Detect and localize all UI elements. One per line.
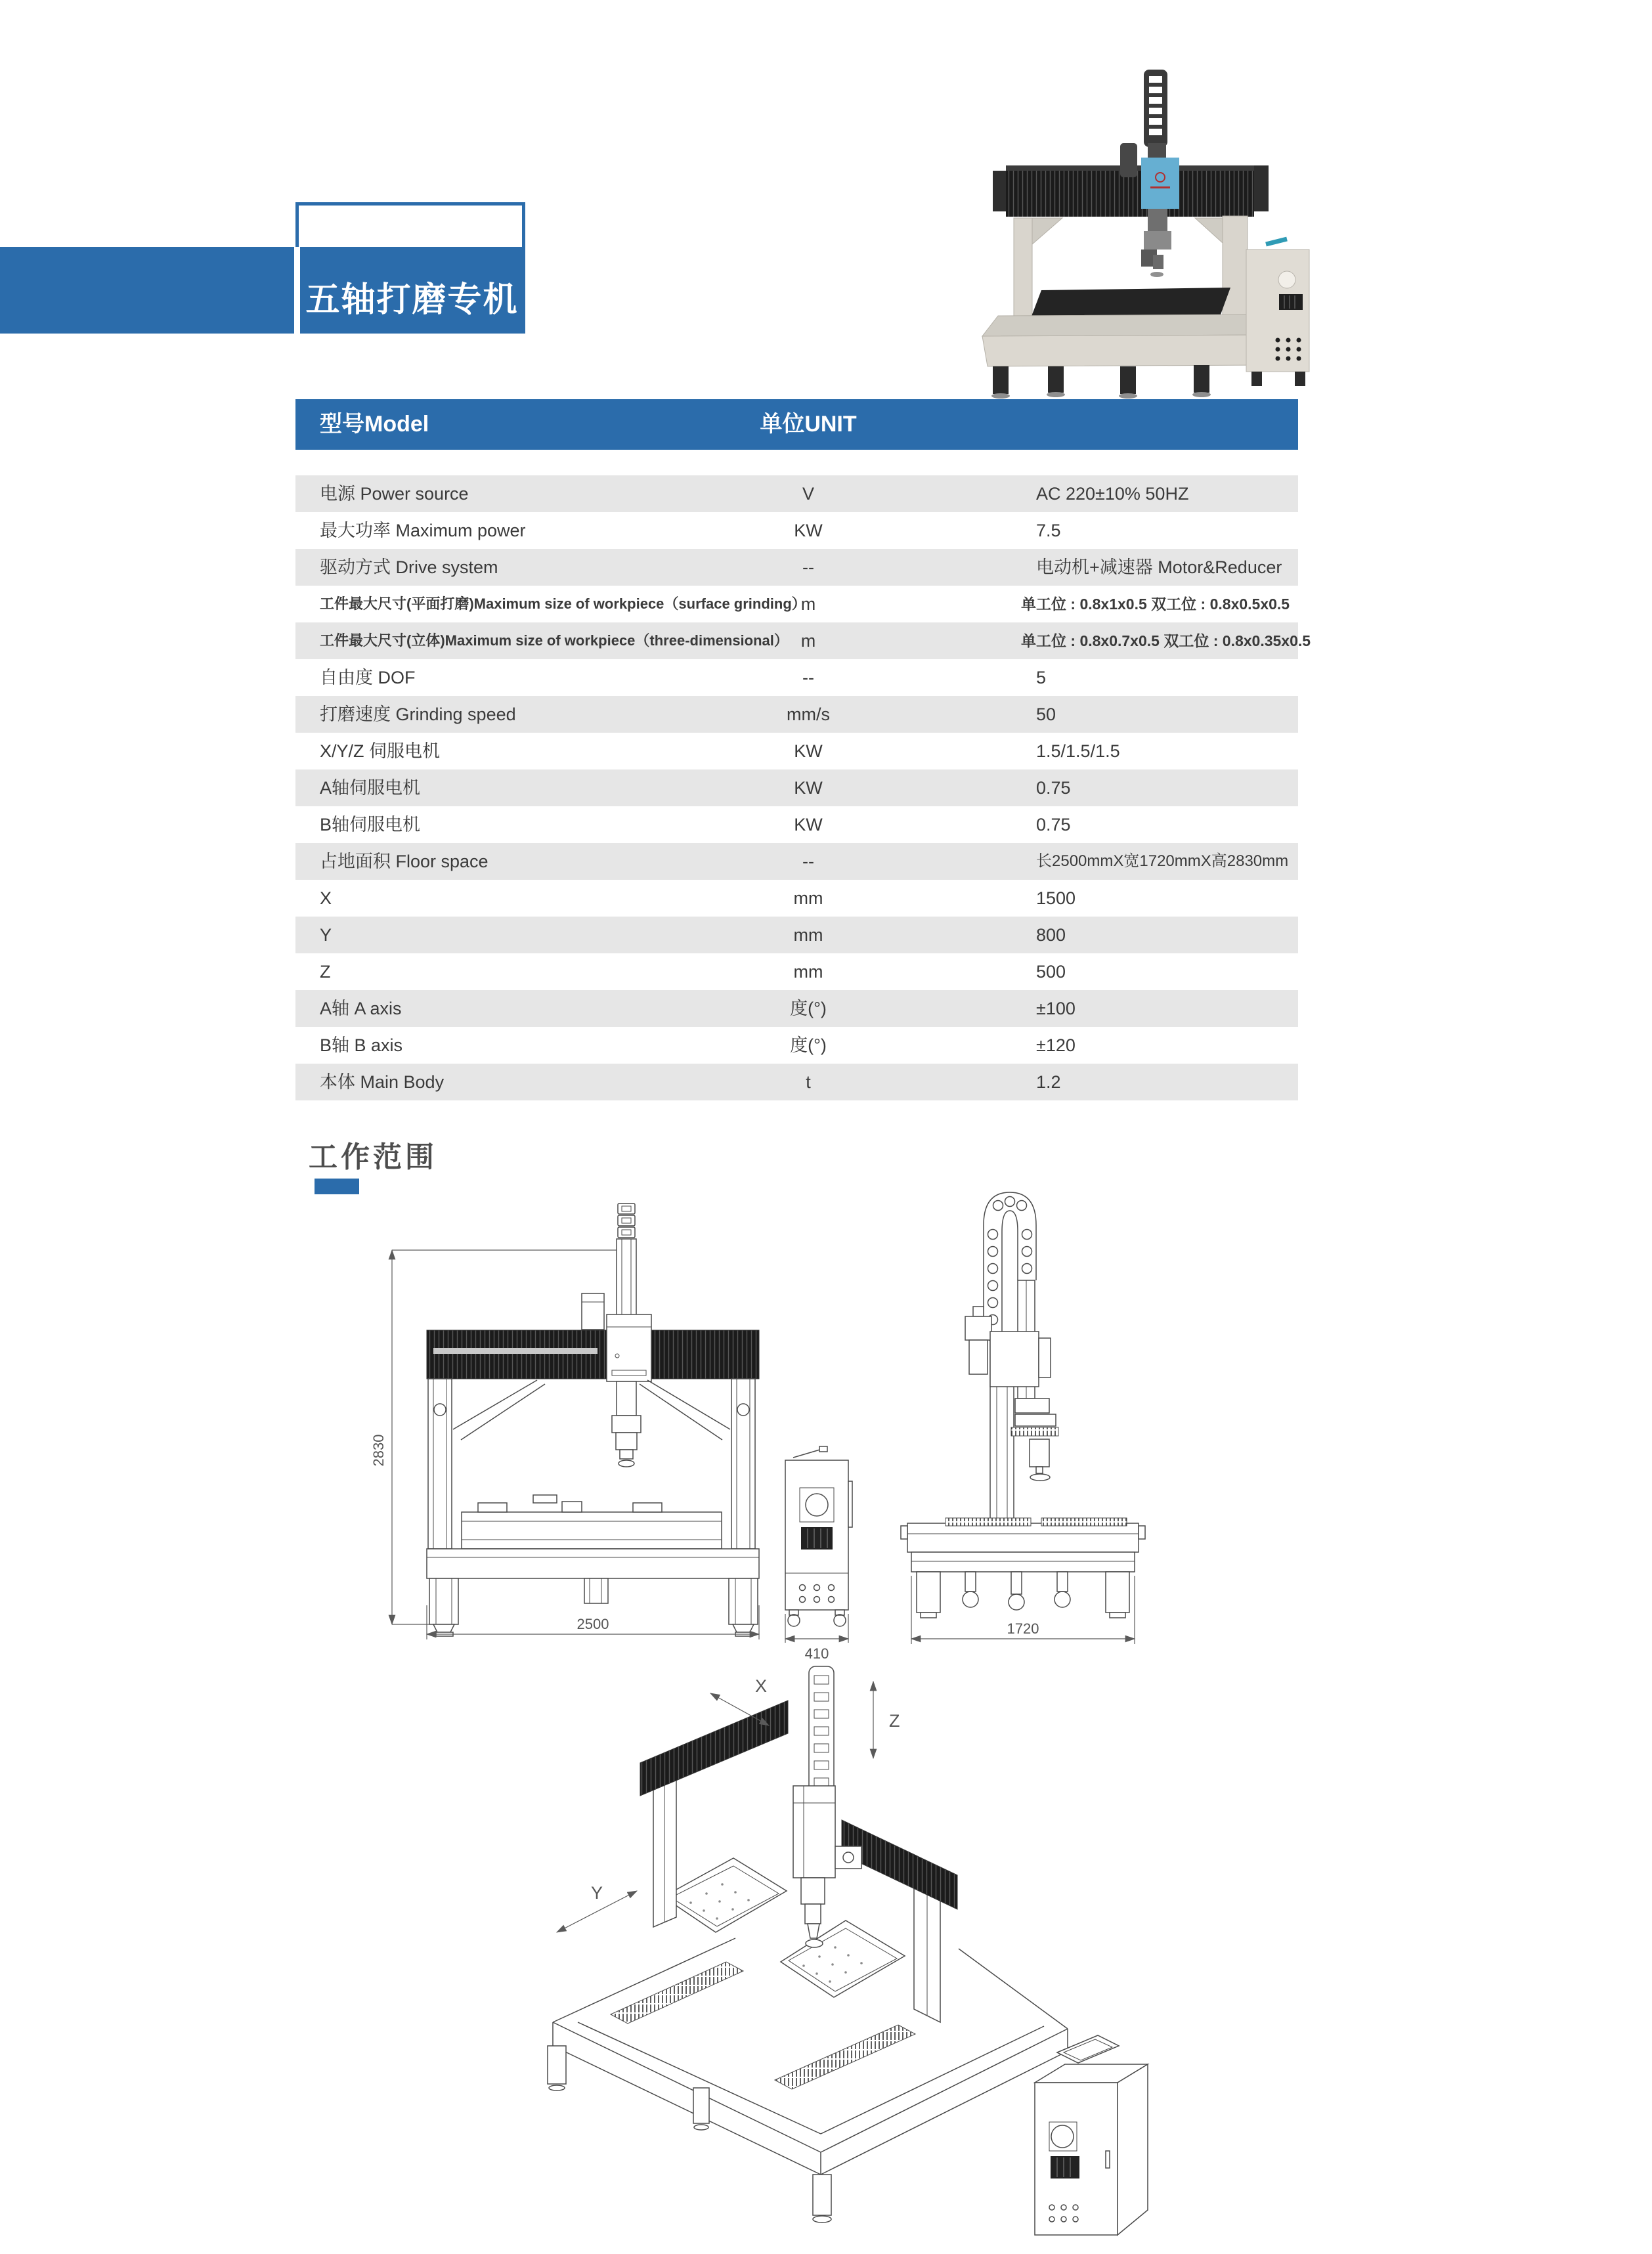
spec-cell-value: 长2500mmX宽1720mmX高2830mm: [1036, 852, 1289, 870]
spec-row: [295, 806, 1298, 843]
spec-row: [295, 512, 1298, 549]
spec-cell-label: Y: [320, 925, 332, 945]
axis-y-label: Y: [591, 1883, 603, 1903]
spec-cell-value: 7.5: [1036, 521, 1061, 540]
spec-row: [295, 733, 1298, 769]
front-beam: [427, 1330, 759, 1379]
spec-cell-value: 电动机+减速器 Motor&Reducer: [1036, 557, 1282, 577]
spec-cell-unit: --: [802, 852, 814, 871]
spec-cell-unit: t: [806, 1072, 811, 1092]
spec-cell-unit: KW: [794, 741, 823, 761]
spec-cell-unit: 度(°): [790, 1035, 827, 1055]
photo-column-right: [1223, 216, 1248, 325]
working-range-title: 工作范围: [309, 1141, 437, 1173]
working-range-accent-bar: [315, 1179, 359, 1194]
spec-cell-unit: mm: [793, 888, 823, 908]
spec-cell-value: 0.75: [1036, 778, 1071, 798]
spec-row: [295, 475, 1298, 512]
spec-header-unit: 单位UNIT: [760, 412, 857, 437]
spec-row: [295, 696, 1298, 733]
photo-feet: [993, 365, 1209, 394]
spec-cell-label: 最大功率 Maximum power: [320, 521, 526, 540]
photo-motor: [1120, 143, 1137, 177]
spec-cell-value: AC 220±10% 50HZ: [1036, 484, 1189, 504]
spec-cell-label: B轴伺服电机: [320, 815, 421, 834]
front-grinding-disc: [619, 1460, 634, 1467]
spec-row: [295, 953, 1298, 990]
spec-cell-unit: mm: [793, 925, 823, 945]
spec-cell-value: 1.5/1.5/1.5: [1036, 741, 1120, 761]
photo-beam-endcap-left: [993, 171, 1006, 211]
spec-cell-unit: mm/s: [787, 704, 830, 724]
spec-cell-label: 占地面积 Floor space: [320, 852, 489, 871]
iso-carriage: [793, 1786, 835, 1878]
spec-cell-unit: 度(°): [790, 999, 827, 1018]
spec-cell-value: ±120: [1036, 1035, 1076, 1055]
spec-cell-unit: --: [802, 557, 814, 577]
front-worktable: [462, 1512, 722, 1549]
axis-x-label: X: [755, 1676, 768, 1696]
iso-beam-left: [640, 1701, 788, 1796]
spec-row: [295, 586, 1298, 622]
product-photo: [919, 33, 1313, 401]
spec-cell-label: Z: [320, 962, 331, 982]
photo-machine: [982, 70, 1309, 399]
spec-cell-label: 电源 Power source: [320, 484, 469, 504]
photo-grinding-disc: [1150, 272, 1163, 277]
spec-cell-unit: KW: [794, 815, 823, 834]
spec-table-rows: [295, 475, 1311, 1100]
side-grinding-disc: [1030, 1474, 1050, 1481]
spec-cell-label: 打磨速度 Grinding speed: [320, 704, 516, 724]
side-worktable: [907, 1523, 1139, 1552]
iso-rail: [611, 1962, 743, 2024]
spec-cell-unit: mm: [793, 962, 823, 982]
cabinet-body: [785, 1446, 852, 1626]
front-view-machine: [427, 1203, 759, 1636]
spec-row: [295, 769, 1298, 806]
side-base: [911, 1552, 1135, 1572]
spec-cell-label: X/Y/Z 伺服电机: [320, 741, 441, 761]
spec-row: [295, 880, 1298, 917]
spec-cell-value: 5: [1036, 668, 1047, 687]
cabinet-caster-icon: [834, 1615, 846, 1626]
spec-row: [295, 990, 1298, 1027]
spec-cell-value: 单工位 : 0.8x1x0.5 双工位 : 0.8x0.5x0.5: [1021, 596, 1290, 613]
spec-table: [295, 399, 1311, 1100]
iso-grinding-disc: [806, 1940, 823, 1947]
iso-view-drawing: [538, 1655, 1156, 2245]
spec-cell-unit: --: [802, 668, 814, 687]
spec-row: [295, 843, 1298, 880]
side-view-dimension-1720: [911, 1576, 1135, 1644]
cabinet-vent-icon: [801, 1527, 833, 1550]
front-base: [427, 1549, 759, 1578]
spec-cell-value: 1.2: [1036, 1072, 1061, 1092]
page-title: 五轴打磨专机: [305, 281, 519, 319]
spec-header-model: 型号Model: [320, 412, 429, 437]
spec-cell-label: 工件最大尺寸(平面打磨)Maximum size of workpiece（surface grinding）: [320, 596, 806, 612]
iso-cabinet: [1035, 2035, 1148, 2235]
spec-row: [295, 1064, 1298, 1100]
spec-cell-label: A轴 A axis: [320, 999, 402, 1018]
spec-cell-unit: KW: [794, 521, 823, 540]
spec-cell-unit: KW: [794, 778, 823, 798]
iso-pendant: [1057, 2035, 1119, 2063]
spec-cell-label: X: [320, 888, 332, 908]
spec-cell-label: 自由度 DOF: [320, 668, 416, 687]
dim-label-1720: 1720: [1007, 1620, 1039, 1637]
cabinet-caster-icon: [788, 1615, 800, 1626]
side-view-drawing: [900, 1182, 1162, 1661]
side-view-machine: [901, 1192, 1145, 1618]
iso-worktable: [663, 1858, 787, 1932]
spec-cell-value: 1500: [1036, 888, 1076, 908]
photo-carriage: [1141, 158, 1179, 209]
iso-rail: [775, 2025, 915, 2089]
spec-cell-value: 单工位 : 0.8x0.7x0.5 双工位 : 0.8x0.35x0.5: [1021, 632, 1311, 649]
dim-label-2830: 2830: [370, 1434, 387, 1467]
photo-base-front: [982, 335, 1267, 366]
front-column-right: [731, 1379, 755, 1549]
dim-label-2500: 2500: [576, 1616, 609, 1632]
front-column-left: [428, 1379, 452, 1549]
spec-cell-label: 工件最大尺寸(立体)Maximum size of workpiece（three-dimensional）: [320, 632, 789, 649]
photo-cabinet: [1246, 239, 1309, 386]
spec-cell-label: A轴伺服电机: [320, 778, 421, 798]
dim-label-410: 410: [804, 1645, 829, 1662]
spec-cell-label: 驱动方式 Drive system: [320, 557, 498, 577]
photo-base-top: [982, 314, 1267, 336]
spec-row: [295, 549, 1298, 586]
iso-machine: [548, 1666, 1148, 2235]
iso-worktable: [781, 1920, 905, 1997]
spec-cell-unit: m: [800, 631, 816, 651]
spec-cell-value: 0.75: [1036, 815, 1071, 834]
spec-cell-value: ±100: [1036, 999, 1076, 1018]
spec-cell-unit: m: [800, 594, 816, 614]
spec-cell-label: B轴 B axis: [320, 1035, 403, 1055]
cabinet-view-drawing: [781, 1444, 854, 1668]
photo-beam-endcap-right: [1254, 165, 1269, 211]
spec-table-header: [295, 399, 1298, 450]
spec-row: [295, 622, 1311, 659]
spec-row: [295, 917, 1298, 953]
front-view-dimension-2500: [427, 1605, 759, 1639]
spec-row: [295, 1027, 1298, 1064]
spec-cell-label: 本体 Main Body: [320, 1072, 445, 1092]
spec-cell-unit: V: [802, 484, 814, 504]
spec-cell-value: 500: [1036, 962, 1066, 982]
axis-z-label: Z: [889, 1711, 900, 1731]
spec-cell-value: 800: [1036, 925, 1066, 945]
spec-cell-value: 50: [1036, 704, 1056, 724]
spec-row: [295, 659, 1298, 696]
photo-column-left: [1014, 218, 1032, 330]
